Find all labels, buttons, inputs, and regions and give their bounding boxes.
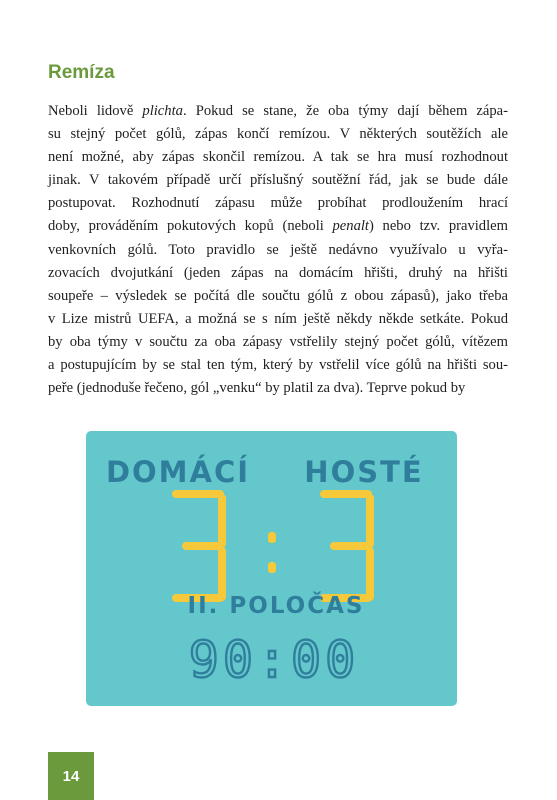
text-segment: jinak. V takovém případě určí příslušný soutěžní řád, jak se bude dále	[48, 172, 508, 189]
section-heading: Remíza	[48, 62, 115, 83]
text-segment: Neboli lidově	[48, 103, 143, 119]
text-segment: peře (jednoduše řečeno, gól „venku“ by platil za dva). Teprve pokud by	[48, 380, 466, 397]
away-score-digit	[320, 490, 374, 602]
text-line	[48, 123, 508, 146]
match-clock: 90:00	[188, 631, 360, 689]
text-line	[48, 354, 508, 377]
text-line	[48, 215, 508, 238]
away-label: HOSTÉ	[304, 455, 424, 489]
text-line	[48, 308, 508, 331]
text-segment: a postupujícím by se stal ten tým, který by vstřelil více gólů na hřišti sou-	[48, 357, 508, 374]
text-segment: su stejný počet gólů, zápas končí remízou. V některých soutěžích ale	[48, 126, 508, 143]
scoreboard-illustration	[86, 431, 457, 706]
text-line	[48, 285, 508, 308]
text-segment: doby, prováděním pokutových kopů (neboli	[48, 218, 333, 235]
score-separator	[268, 532, 276, 573]
text-segment: ) nebo tzv. pravidlem	[368, 218, 508, 235]
body-paragraph	[48, 100, 508, 400]
scoreboard-svg	[86, 431, 457, 706]
period-label: II. POLOČAS	[187, 593, 365, 619]
text-line	[48, 169, 508, 192]
home-label: DOMÁCÍ	[105, 455, 251, 489]
text-line	[48, 331, 508, 354]
text-segment: zovacích dvojutkání (jeden zápas na domácím hřišti, druhý na hřišti	[48, 264, 508, 281]
text-segment: není možné, aby zápas skončil remízou. A tak se hra musí rozhodnout	[48, 149, 508, 166]
text-line	[48, 192, 508, 215]
text-segment: by oba týmy v součtu za oba zápasy vstřelily stejný počet gólů, vítězem	[48, 333, 508, 350]
text-segment: venkovních gólů. Toto pravidlo se ještě nedávno využívalo u vyřa-	[48, 241, 508, 258]
text-line	[48, 239, 508, 262]
text-line	[48, 100, 508, 123]
page-number: 14	[48, 752, 94, 800]
home-score-digit	[172, 490, 226, 602]
text-segment: v Lize mistrů UEFA, a možná se s ním ještě někdy někde setkáte. Pokud	[48, 310, 508, 327]
italic-term: plichta	[142, 103, 183, 119]
text-segment: postupovat. Rozhodnutí zápasu může probíhat prodloužením hrací	[48, 195, 508, 212]
text-line	[48, 262, 508, 285]
text-segment: . Pokud se stane, že oba týmy dají během zápa-	[182, 103, 508, 119]
text-line	[48, 377, 508, 400]
text-segment: soupeře – výsledek se počítá dle součtu gólů z obou zápasů), jako třeba	[48, 287, 508, 304]
italic-term: penalt	[332, 218, 369, 235]
text-line	[48, 146, 508, 169]
